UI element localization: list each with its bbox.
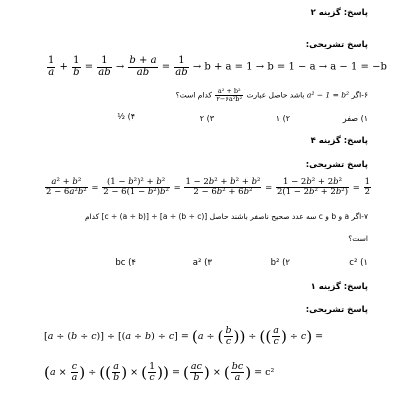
eq2-frac-1: $\frac{\text{a² + b²}}{\text{2 − 6a²b²}}$ <box>46 177 87 197</box>
q6-option-2[interactable]: ۲) ۱ <box>275 114 290 123</box>
answer-heading-4: پاسخ: گزینه ۴ <box>310 136 368 146</box>
eq3-frac-1-over-c: $\frac{1}{c}$ <box>149 361 156 383</box>
equation-3-line-1: [a ÷ (b ÷ c)] ÷ [(a ÷ b) ÷ c] = (a ÷ ( $\frac{b}{c}$ )) ÷ (( $\frac{a}{c}$ ) ÷ c) = <box>44 325 324 347</box>
q6-option-3[interactable]: ۳) ۲ <box>199 114 214 123</box>
q6-option-1[interactable]: ۱) صفر <box>342 114 368 123</box>
eq3-frac-bc-over-a: $\frac{bc}{a}$ <box>231 361 244 383</box>
explanation-label-3: پاسخ تشریحی: <box>305 305 368 315</box>
eq3-frac-ac-over-b: $\frac{ac}{b}$ <box>190 361 202 383</box>
answer-heading-2: پاسخ: گزینه ۲ <box>310 8 368 18</box>
q6-text-after: کدام است؟ <box>175 90 212 100</box>
eq3-frac-c-over-a: $\frac{c}{a}$ <box>71 361 78 383</box>
q6-option-4[interactable]: ۴) ½ <box>117 112 135 121</box>
equation-1-tail: → b + a = 1 → b = 1 − a → a − 1 = −b <box>192 61 387 73</box>
q7-option-4[interactable]: ۴) bc <box>115 258 136 268</box>
frac-b-plus-a-over-ab: $\frac{b + a}{ab}$ <box>129 55 157 78</box>
equation-3-result: = c² <box>254 366 275 378</box>
eq2-frac-4: $\frac{\text{1 − 2b² + 2b²}}{\text{2(1 − 2b² + 2b²)}}$ <box>276 177 349 197</box>
q7-option-1[interactable]: ۱) c² <box>349 258 368 268</box>
equation-2: $\frac{\text{a² + b²}}{\text{2 − 6a²b²}}$ = $\frac{\text{(1 − b²)² + b²}}{\text{2 − 6(1 − b²)b²}}$ = $\frac{\text{1 − 2b² + b² + b²}}{\text{2 − 6b² + 6b²}}$ = $\frac{\text{1 − 2b² + 2b²}}{\text{2(1 − 2b² + 2b²)}}$ = $\frac{1}{2}$ <box>46 177 370 197</box>
q6-fraction-numerator: a² + b² <box>215 88 243 96</box>
frac-1-over-b: $\frac{1}{b}$ <box>73 55 80 78</box>
equation-1: $\frac{1}{a}$ + $\frac{1}{b}$ = $\frac{1}{ab}$ → $\frac{b + a}{ab}$ = $\frac{1}{ab}$ → b + a = 1 → b = 1 − a → a − 1 = −b <box>48 55 387 78</box>
eq3-frac-a-over-b: $\frac{a}{b}$ <box>113 361 120 383</box>
question-6 <box>176 88 368 103</box>
q6-fraction-denominator: ۲−۶a²b² <box>216 94 243 103</box>
frac-1-over-a: $\frac{1}{a}$ <box>48 55 55 78</box>
q6-text-mid: باشد حاصل عبارت <box>246 90 305 100</box>
answer-heading-1: پاسخ: گزینه ۱ <box>310 282 368 292</box>
frac-1-over-ab-2: $\frac{1}{ab}$ <box>175 55 188 78</box>
equation-3-line-2: (a × $\frac{c}{a}$ ) ÷ (( $\frac{a}{b}$ ) × ( $\frac{1}{c}$ )) = ( $\frac{ac}{b}$ ) × ( $\frac{bc}{a}$ ) = c² <box>44 361 275 383</box>
question-7-continued: است؟ <box>348 234 368 243</box>
q7-option-2[interactable]: ۲) b² <box>270 258 290 268</box>
question-7: ۷-اگر a و b و c سه عدد صحیح ناصفر باشند حاصل [a ÷ (b ÷ c)] ÷ [(a ÷ b) ÷ c] کدام <box>84 212 368 221</box>
eq3-frac-a-over-c: $\frac{a}{c}$ <box>273 325 279 347</box>
q6-condition: a² − 1 = b² <box>306 90 350 100</box>
eq2-frac-2: $\frac{\text{(1 − b²)² + b²}}{\text{2 − 6(1 − b²)b²}}$ <box>103 177 169 197</box>
explanation-label-2: پاسخ تشریحی: <box>305 160 368 170</box>
q6-text-before: ۶-اگر <box>351 90 368 100</box>
explanation-label-1: پاسخ تشریحی: <box>305 40 368 50</box>
frac-1-over-ab: $\frac{1}{ab}$ <box>98 55 111 78</box>
eq3-frac-b-over-c: $\frac{b}{c}$ <box>225 325 232 347</box>
q6-fraction <box>215 88 243 103</box>
q7-option-3[interactable]: ۳) a² <box>192 258 212 268</box>
eq2-frac-3: $\frac{\text{1 − 2b² + b² + b²}}{\text{2 − 6b² + 6b²}}$ <box>185 177 261 197</box>
eq2-frac-5: $\frac{1}{2}$ <box>364 177 370 197</box>
